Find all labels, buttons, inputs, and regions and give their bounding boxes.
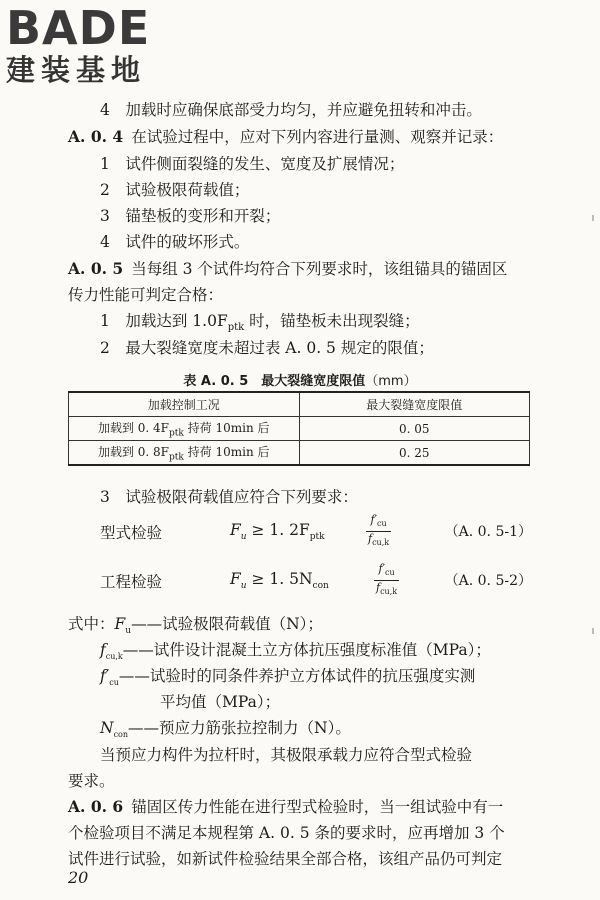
definition-fcuk: $f_{cu,k}——$试件设计混凝土立方体抗压强度标准值（MPa）； [100,641,491,662]
table-cell: 加载到 0. $8F_{ptk}$ 持荷 10min 后 [69,441,300,466]
clause-text-cont: 试件进行试验，如新试件检验结果全部合格，该组产品仍可判定 [68,850,503,868]
equation-label: 型式检验 [100,524,163,542]
equation-a051 [100,513,532,553]
clause-number: A. 0. 4 [68,127,124,146]
page-number: 20 [68,868,89,887]
clause-a06 [68,797,503,817]
table-header-row [69,392,530,417]
equation-label: 工程检验 [100,573,163,591]
clause-text: 在试验过程中，应对下列内容进行量测、观察并记录： [131,128,504,146]
clause-text: 锚固区传力性能在进行型式检验时，当一组试验中有一 [131,798,504,816]
list-item: 3 试验极限荷载值应符合下列要求： [100,488,358,506]
table-unit: （mm） [365,374,417,389]
list-item-text: 时，锚垫板未出现裂缝； [244,312,420,330]
equation-body: $F_u \ge 1$. $2F_{ptk}$ [230,521,325,543]
crack-width-table [68,391,530,466]
scan-edge-mark [592,628,594,634]
clause-text-cont: 传力性能可判定合格： [68,286,224,304]
paragraph-cont: 要求。 [68,772,115,790]
definition-fu: 式中：$F_u——$试验极限荷载值（N）； [68,615,323,637]
clause-a04 [68,127,503,147]
item-4-loading: 4 加载时应确保底部受力均匀，并应避免扭转和冲击。 [100,101,482,119]
table-header: 加载控制工况 [69,392,300,417]
paragraph: 当预应力构件为拉杆时，其极限承载力应符合型式检验 [100,746,473,764]
clause-number: A. 0. 5 [68,259,124,278]
clause-text-cont: 个检验项目不满足本规程第 A. 0. 5 条的要求时，应再增加 3 个 [68,824,505,842]
logo-text: BADE [6,1,151,55]
table-cell: 0. 25 [299,441,530,466]
logo-subtitle: 建装基地 [6,53,147,87]
table-title-text: 表 A. 0. 5 最大裂缝宽度限值 [183,374,366,389]
equation-a052 [100,562,532,602]
equation-fraction: $f'_{cu}$ $f_{cu,k}$ [368,513,390,548]
definition-fcu: $f'_{cu}——$试验时的同条件养护立方体试件的抗压强度实测 [100,667,476,688]
list-item: 2 最大裂缝宽度未超过表 A. 0. 5 规定的限值； [100,339,434,357]
clause-text: 当每组 3 个试件均符合下列要求时，该组锚具的锚固区 [131,260,508,278]
scan-edge-mark [592,215,594,221]
equation-number: （A. 0. 5-2） [444,573,532,589]
equation-fraction: $f'_{cu}$ $f_{cu,k}$ [376,562,398,597]
brand-logo [6,1,151,87]
table-cell: 0. 05 [299,417,530,441]
clause-a05 [68,259,507,279]
list-item: 4 试件的破坏形式。 [100,233,250,251]
clause-number: A. 0. 6 [68,797,124,816]
table-header: 最大裂缝宽度限值 [299,392,530,417]
subscript: ptk [227,322,245,334]
list-item: 1 试件侧面裂缝的发生、宽度及扩展情况； [100,155,405,173]
table-title [0,370,600,389]
table-cell: 加载到 0. $4F_{ptk}$ 持荷 10min 后 [69,417,300,441]
definition-fcu-cont: 平均值（MPa）； [160,693,281,711]
equation-body: $F_u \ge 1$. $5N_{con}$ [230,570,329,592]
table-row [69,441,530,466]
list-item-text: 1 加载达到 1.0F [100,312,228,330]
equation-number: （A. 0. 5-1） [444,524,532,540]
list-item: 3 锚垫板的变形和开裂； [100,207,281,225]
table-row [69,417,530,441]
list-item [100,311,420,338]
definition-ncon: $N_{con}——$预应力筋张拉控制力（N）。 [100,719,351,740]
list-item: 2 试验极限荷载值； [100,181,250,199]
